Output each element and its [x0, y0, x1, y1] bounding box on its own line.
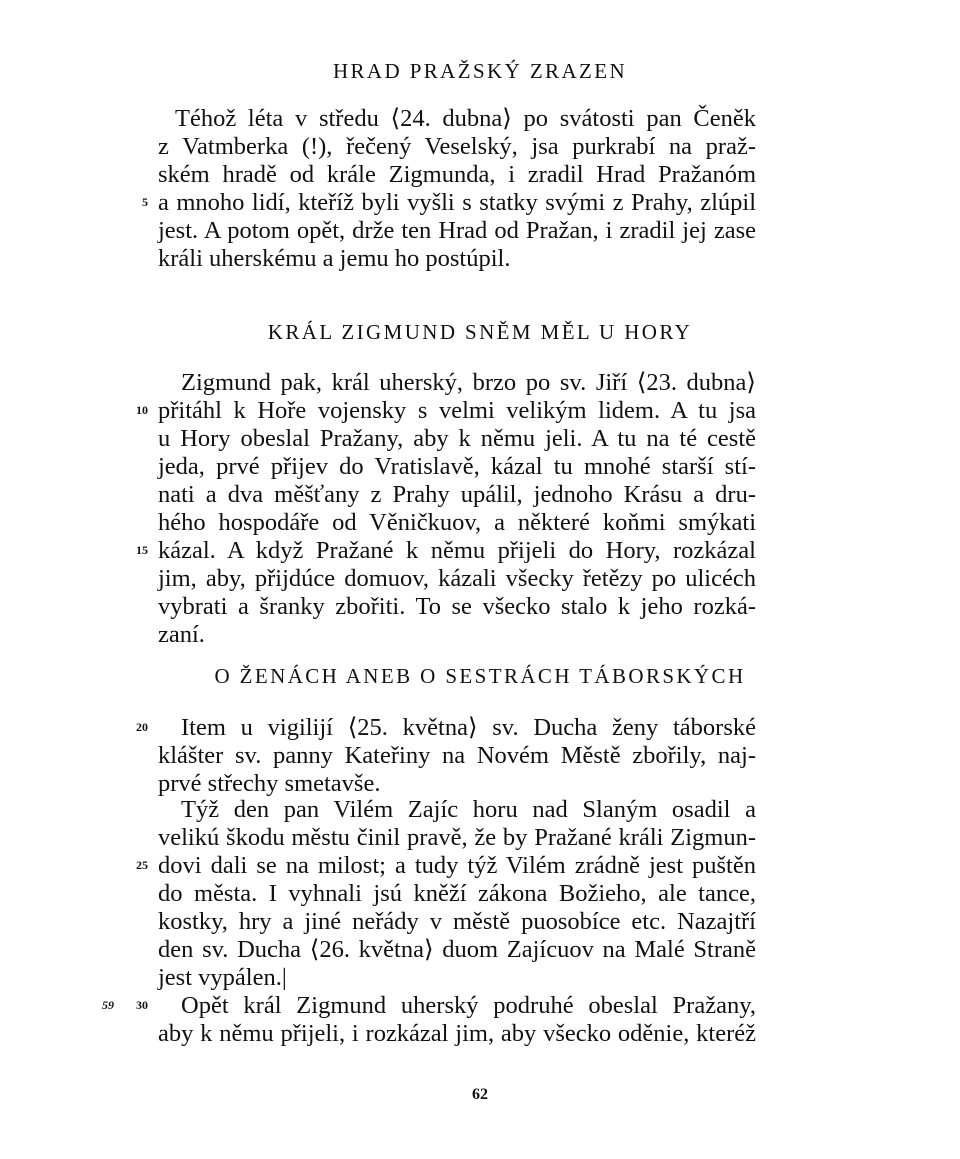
- text-line: velikú škodu městu činil pravě, že by Pražané králi Zigmun-: [158, 824, 756, 851]
- text-line: den sv. Ducha ⟨26. května⟩ duom Zajícuov na Malé Straně: [158, 936, 756, 963]
- text-line: kostky, hry a jiné neřády v městě puosobíce etc. Nazajtří: [158, 908, 756, 935]
- text-line: klášter sv. panny Kateřiny na Novém Městě zbořily, naj-: [158, 742, 756, 769]
- text-line: Téhož léta v středu ⟨24. dubna⟩ po svátosti pan Čeněk: [175, 105, 756, 132]
- text-line: aby k němu přijeli, i rozkázal jim, aby všecko oděnie, kteréž: [158, 1020, 756, 1047]
- page-number: 62: [472, 1086, 488, 1103]
- section-heading-o-zenach: O ŽENÁCH ANEB O SESTRÁCH TÁBORSKÝCH: [214, 664, 746, 688]
- text-line: Zigmund pak, král uherský, brzo po sv. Jiří ⟨23. dubna⟩: [181, 369, 756, 396]
- text-line: Opět král Zigmund uherský podruhé obeslal Pražany,: [181, 992, 756, 1019]
- text-line: vybrati a šranky zbořiti. To se všecko stalo k jeho rozká-: [158, 593, 756, 620]
- text-line: jeda, prvé přijev do Vratislavě, kázal tu mnohé starší stí-: [158, 453, 756, 480]
- folio-marker: 59: [102, 998, 114, 1012]
- text-line: dovi dali se na milost; a tudy týž Vilém zrádně jest puštěn: [158, 852, 756, 879]
- section-heading-hrad-prazsky: HRAD PRAŽSKÝ ZRAZEN: [332, 59, 628, 83]
- text-line: kázal. A když Pražané k němu přijeli do Hory, rozkázal: [158, 537, 756, 564]
- line-number: 15: [136, 543, 148, 557]
- text-line: nati a dva měšťany z Prahy upálil, jednoho Krásu a dru-: [158, 481, 756, 508]
- section-heading-kral-zigmund: KRÁL ZIGMUND SNĚM MĚL U HORY: [267, 320, 693, 344]
- text-line: jim, aby, přijdúce domuov, kázali všecky řetězy po ulicéch: [158, 565, 756, 592]
- text-line: prvé střechy smetavše.: [158, 770, 381, 797]
- text-line: zaní.: [158, 621, 205, 648]
- text-line: Týž den pan Vilém Zajíc horu nad Slaným osadil a: [181, 796, 756, 823]
- text-line: jest. A potom opět, drže ten Hrad od Pražan, i zradil jej zase: [158, 217, 756, 244]
- text-line: a mnoho lidí, kteříž byli vyšli s statky svými z Prahy, zlúpil: [158, 189, 756, 216]
- text-line: z Vatmberka (!), řečený Veselský, jsa purkrabí na praž-: [158, 133, 756, 160]
- line-number: 20: [136, 720, 148, 734]
- line-number: 30: [136, 998, 148, 1012]
- text-line: králi uherskému a jemu ho postúpil.: [158, 245, 511, 272]
- text-line: jest vypálen.|: [158, 964, 287, 991]
- text-line: přitáhl k Hoře vojensky s velmi velikým lidem. A tu jsa: [158, 397, 756, 424]
- text-line: Item u vigilijí ⟨25. května⟩ sv. Ducha ženy táborské: [181, 714, 756, 741]
- line-number: 5: [142, 195, 148, 209]
- text-line: u Hory obeslal Pražany, aby k němu jeli. A tu na té cestě: [158, 425, 756, 452]
- line-number: 10: [136, 403, 148, 417]
- text-line: ském hradě od krále Zigmunda, i zradil Hrad Pražanóm: [158, 161, 756, 188]
- text-line: do města. I vyhnali jsú kněží zákona Božieho, ale tance,: [158, 880, 756, 907]
- line-number: 25: [136, 858, 148, 872]
- text-line: hého hospodáře od Věničkuov, a některé koňmi smýkati: [158, 509, 756, 536]
